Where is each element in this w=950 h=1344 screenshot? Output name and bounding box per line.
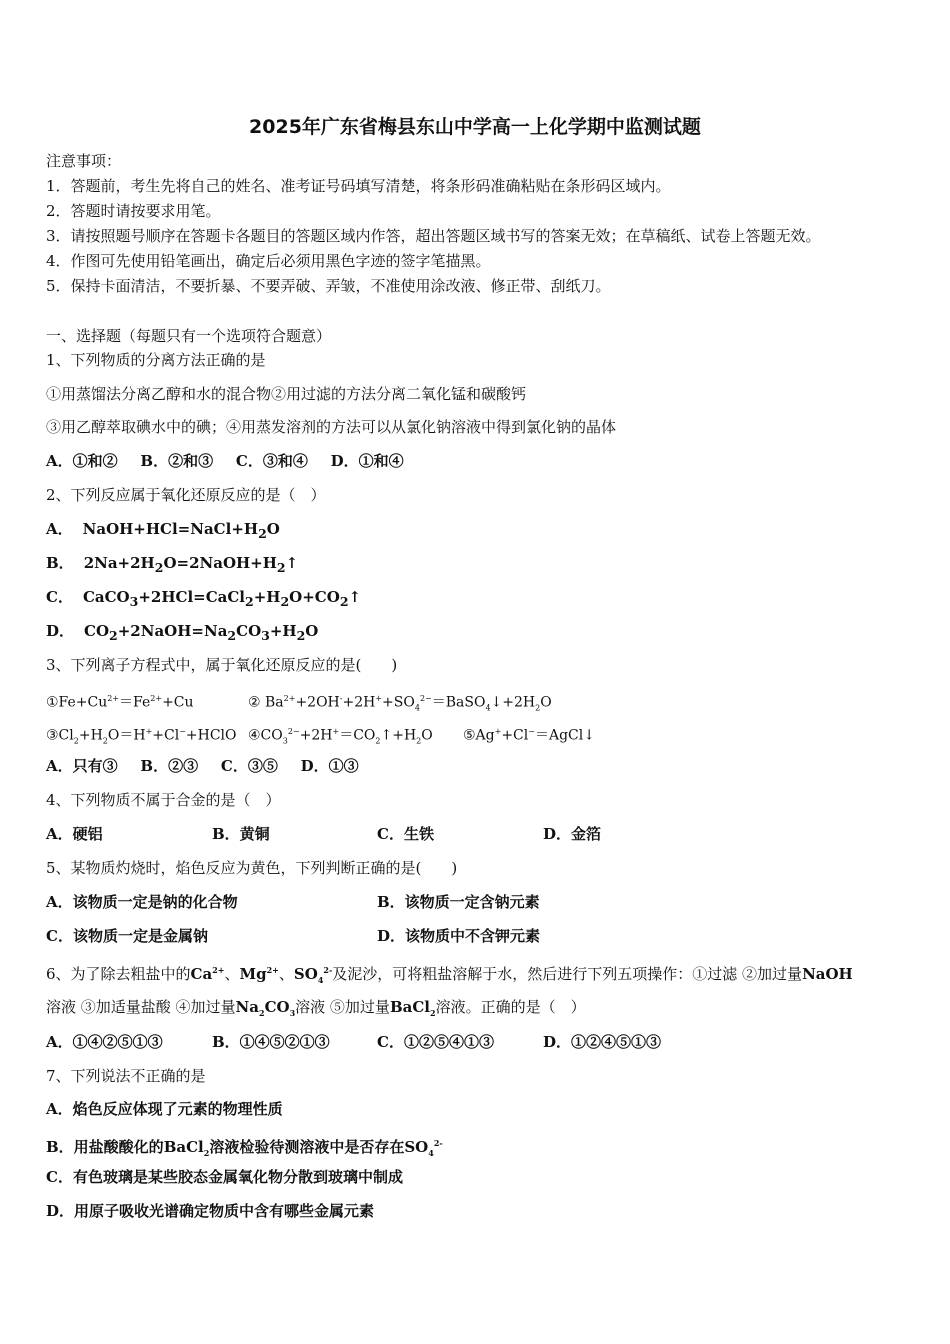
formula: CO [236, 622, 262, 640]
formula: BaCl [163, 1138, 204, 1156]
eq-text: +Cu [162, 694, 194, 711]
formula: Na [235, 998, 259, 1016]
superscript: 2- [433, 1138, 443, 1148]
eq-text: O＝H [107, 727, 146, 744]
question-2-stem: 2、下列反应属于氧化还原反应的是（ ） [46, 486, 326, 504]
subscript: 4 [428, 1148, 434, 1158]
superscript: − [179, 727, 186, 736]
formula: O [305, 622, 319, 640]
question-7-stem: 7、下列说法不正确的是 [46, 1067, 206, 1085]
option-a[interactable]: A．硬铝 [46, 825, 103, 843]
gas-arrow: ↑ [285, 554, 299, 572]
formula: CO [264, 998, 290, 1016]
question-3-options [46, 756, 359, 776]
stem-text: 6、为了除去粗盐中的 [46, 965, 191, 983]
question-1-options [46, 451, 404, 471]
subscript: 3 [289, 1008, 296, 1018]
option-d[interactable]: D．①②④⑤①③ [543, 1033, 662, 1051]
subscript: 2 [102, 736, 108, 746]
subscript: 2 [258, 1008, 265, 1018]
gas-arrow: ↑ [348, 588, 362, 606]
equation-2 [248, 689, 552, 718]
superscript: − [528, 727, 535, 736]
subscript: 4 [317, 975, 324, 985]
eq-text: O [421, 727, 433, 744]
formula: +H [269, 622, 297, 640]
formula: 2Na+2H [83, 554, 155, 572]
formula: NaOH [802, 965, 853, 983]
equation-5 [463, 722, 595, 746]
equation-1 [46, 689, 194, 713]
option-text: B．用盐酸酸化的 [46, 1138, 164, 1156]
subscript: 2 [245, 594, 254, 609]
option-c[interactable] [46, 587, 361, 612]
option-c[interactable]: C．该物质一定是金属钠 [46, 927, 208, 945]
subscript: 3 [261, 628, 270, 643]
option-a[interactable]: A．焰色反应体现了元素的物理性质 [46, 1100, 283, 1118]
option-d[interactable]: D．该物质中不含钾元素 [377, 927, 541, 945]
option-c[interactable]: C．③和④ [235, 452, 308, 470]
eq-text: +2OH [295, 694, 340, 711]
option-a[interactable]: A．①④②⑤①③ [46, 1033, 163, 1051]
notice-heading: 注意事项： [46, 152, 122, 170]
question-5-stem: 5、某物质灼烧时，焰色反应为黄色，下列判断正确的是( ) [46, 859, 458, 877]
stem-text: 、 [278, 965, 294, 983]
eq-text: ③Cl [46, 727, 74, 744]
stem-text: 溶液 ⑤加过量 [295, 998, 390, 1016]
eq-text: O [540, 694, 552, 711]
subscript: 3 [129, 594, 139, 609]
question-6-stem [46, 960, 853, 990]
question-1-stem: 1、下列物质的分离方法正确的是 [46, 351, 266, 369]
notice-item: 5．保持卡面清洁，不要折暴、不要弄破、弄皱，不准使用涂改液、修正带、刮纸刀。 [46, 277, 611, 295]
subscript: 2 [535, 703, 541, 713]
subscript: 4 [485, 703, 491, 713]
stem-text: 溶液 ③加适量盐酸 ④加过量 [46, 998, 236, 1016]
subscript: 2 [73, 736, 79, 746]
superscript: 2+ [107, 694, 120, 703]
eq-text: ＝AgCl↓ [534, 727, 595, 744]
eq-text: ＝Fe [119, 694, 151, 711]
superscript: 2- [323, 965, 333, 975]
option-a[interactable] [46, 519, 280, 544]
formula: BaCl [389, 998, 430, 1016]
formula: CO [84, 622, 110, 640]
question-4-stem: 4、下列物质不属于合金的是（ ） [46, 791, 281, 809]
notice-item: 1．答题前，考生先将自己的姓名、准考证号码填写清楚，将条形码准确粘贴在条形码区域内。 [46, 177, 671, 195]
superscript: 2− [419, 694, 432, 703]
stem-text: 溶液。正确的是（ ） [435, 998, 586, 1016]
option-a[interactable]: A．该物质一定是钠的化合物 [46, 893, 238, 911]
subscript: 2 [339, 594, 349, 609]
subscript: 2 [375, 736, 381, 746]
formula: +H [253, 588, 281, 606]
eq-text: ④CO [248, 727, 283, 744]
option-a[interactable]: A．只有③ [46, 757, 118, 775]
formula: +2HCl=CaCl [138, 588, 246, 606]
stem-text: 、 [224, 965, 240, 983]
question-3-stem: 3、下列离子方程式中，属于氧化还原反应的是( ) [46, 656, 398, 674]
formula: O+CO [289, 588, 340, 606]
eq-text: ①Fe+Cu [46, 694, 108, 711]
eq-text: +HClO [185, 727, 237, 744]
subscript: 2 [227, 628, 237, 643]
superscript: + [494, 727, 502, 736]
option-c[interactable]: C．生铁 [377, 825, 434, 843]
superscript: + [332, 727, 340, 736]
superscript: 2+ [283, 694, 296, 703]
formula: O [266, 520, 280, 538]
option-c[interactable]: C．③⑤ [220, 757, 278, 775]
superscript: 2+ [150, 694, 163, 703]
subscript: 2 [258, 526, 267, 541]
superscript: 2+ [266, 965, 279, 975]
equation-4 [248, 722, 433, 751]
eq-text: +H [78, 727, 103, 744]
option-c[interactable]: C．①②⑤④①③ [377, 1033, 494, 1051]
option-b[interactable]: B．黄铜 [212, 825, 270, 843]
option-b[interactable] [46, 553, 298, 578]
subscript: 3 [282, 736, 288, 746]
option-d[interactable] [46, 621, 318, 646]
eq-text: ＝CO [339, 727, 376, 744]
subscript: 2 [416, 736, 422, 746]
eq-text: +Cl [152, 727, 180, 744]
formula: CaCO [82, 588, 130, 606]
subscript: 2 [154, 560, 164, 575]
formula: +2NaOH=Na [117, 622, 228, 640]
subscript: 2 [276, 560, 286, 575]
option-d[interactable]: D．金箔 [543, 825, 602, 843]
subscript: 2 [429, 1008, 436, 1018]
option-d[interactable]: D．①和④ [330, 452, 404, 470]
subscript: 2 [296, 628, 306, 643]
eq-text: ＝BaSO [431, 694, 486, 711]
option-c[interactable]: C．有色玻璃是某些胶态金属氧化物分散到玻璃中制成 [46, 1168, 403, 1186]
notice-item: 4．作图可先使用铅笔画出，确定后必须用黑色字迹的签字笔描黑。 [46, 252, 491, 270]
question-6-stem-cont [46, 997, 586, 1023]
notice-item: 3．请按照题号顺序在答题卡各题目的答题区域内作答，超出答题区域书写的答案无效；在草稿纸、试卷上答题无效。 [46, 227, 821, 245]
option-b[interactable] [46, 1133, 443, 1163]
superscript: + [375, 694, 383, 703]
eq-text: ② Ba [248, 694, 284, 711]
option-label: D． [46, 622, 75, 640]
superscript: 2− [287, 727, 300, 736]
formula: O=2NaOH+H [163, 554, 277, 572]
eq-text: +2H [342, 694, 376, 711]
option-label: B． [46, 554, 74, 572]
option-text: 溶液检验待测溶液中是否存在 [209, 1138, 405, 1156]
superscript: + [145, 727, 153, 736]
eq-text: ⑤Ag [463, 727, 495, 744]
formula: SO [404, 1138, 429, 1156]
option-b[interactable]: B．该物质一定含钠元素 [377, 893, 540, 911]
formula: Mg [239, 965, 267, 983]
equation-3 [46, 722, 237, 751]
stem-text: 及泥沙，可将粗盐溶解于水，然后进行下列五项操作：①过滤 ②加过量 [332, 965, 803, 983]
formula: Ca [190, 965, 213, 983]
notice-item: 2．答题时请按要求用笔。 [46, 202, 221, 220]
eq-text: ↓+2H [490, 694, 536, 711]
option-a[interactable]: A．①和② [46, 452, 118, 470]
question-1-line: ①用蒸馏法分离乙醇和水的混合物②用过滤的方法分离二氧化锰和碳酸钙 [46, 385, 527, 403]
superscript: - [339, 694, 343, 703]
formula: SO [293, 965, 318, 983]
eq-text: +Cl [501, 727, 529, 744]
eq-text: ↑+H [380, 727, 417, 744]
subscript: 2 [109, 628, 118, 643]
option-label: C． [46, 588, 73, 606]
formula: NaOH+HCl=NaCl+H [82, 520, 259, 538]
option-b[interactable]: B．①④⑤②①③ [212, 1033, 330, 1051]
option-d[interactable]: D．①③ [300, 757, 359, 775]
eq-text: +2H [299, 727, 333, 744]
option-b[interactable]: B．②和③ [140, 452, 214, 470]
section-heading: 一、选择题（每题只有一个选项符合题意） [46, 327, 332, 345]
subscript: 2 [203, 1148, 210, 1158]
subscript: 4 [414, 703, 420, 713]
superscript: 2+ [212, 965, 225, 975]
question-1-line: ③用乙醇萃取碘水中的碘；④用蒸发溶剂的方法可以从氯化钠溶液中得到氯化钠的晶体 [46, 418, 617, 436]
option-d[interactable]: D．用原子吸收光谱确定物质中含有哪些金属元素 [46, 1202, 375, 1220]
eq-text: +SO [382, 694, 415, 711]
subscript: 2 [280, 594, 290, 609]
page-title: 2025年广东省梅县东山中学高一上化学期中监测试题 [249, 116, 701, 138]
option-label: A． [46, 520, 73, 538]
option-b[interactable]: B．②③ [140, 757, 199, 775]
